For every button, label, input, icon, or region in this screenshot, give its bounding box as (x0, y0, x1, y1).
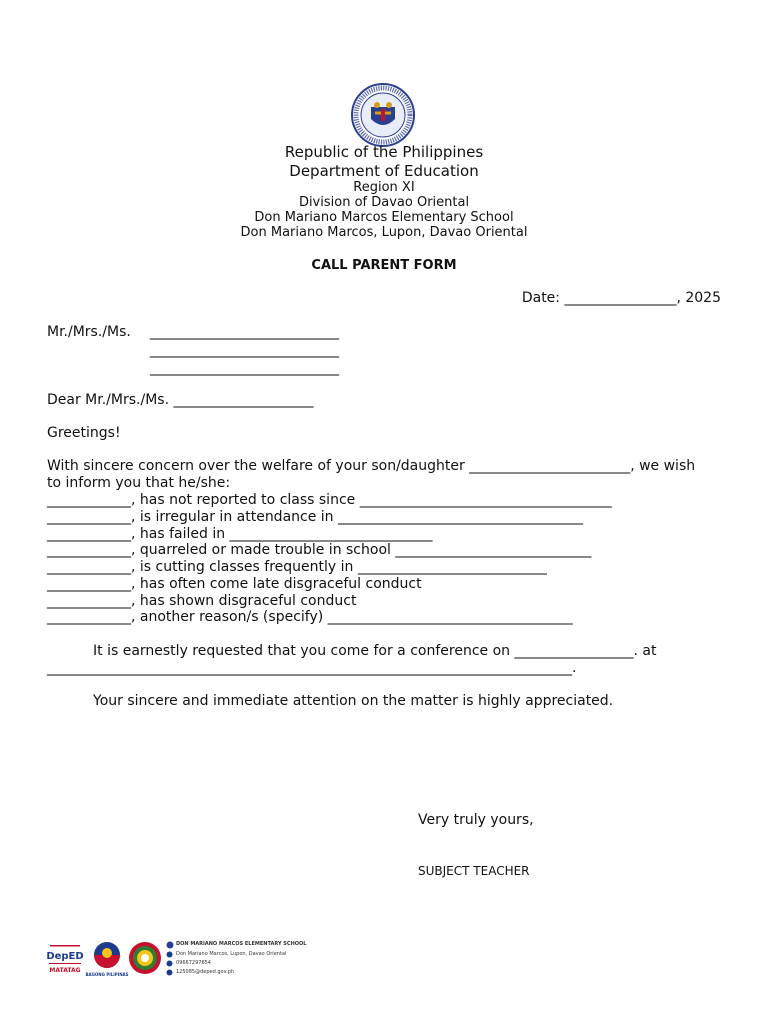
reason-line: ____________, another reason/s (specify) ___________________________________ (47, 609, 573, 625)
bagong-pilipinas-logo (85, 940, 129, 978)
deped-small-seal-icon (166, 941, 174, 949)
bagong-pilipinas-text: BAGONG PILIPINAS (85, 972, 129, 977)
footer-phone: 09667297654 (176, 960, 211, 966)
footer-logos (46, 940, 307, 978)
intro-line: With sincere concern over the welfare of your son/daughter _______________________, we wish (47, 458, 696, 474)
conference-line: It is earnestly requested that you come for a conference on _________________. at (93, 643, 657, 659)
addressee-line[interactable]: ___________________________ (150, 324, 339, 340)
reason-line: ____________, has failed in _____________________________ (47, 526, 433, 542)
header-address: Don Mariano Marcos, Lupon, Davao Oriental (240, 225, 528, 240)
reason-line: ____________, quarreled or made trouble in school ____________________________ (47, 542, 592, 558)
date-field[interactable]: Date: ________________, 2025 (521, 290, 721, 306)
greeting: Greetings! (47, 425, 121, 441)
header-republic: Republic of the Philippines (284, 143, 484, 161)
signatory-title: SUBJECT TEACHER (418, 864, 530, 878)
deped-logo-text: DepED (46, 951, 84, 962)
footer-school-name: DON MARIANO MARCOS ELEMENTARY SCHOOL (176, 941, 307, 947)
matatag-text: MATATAG (49, 967, 81, 974)
header-division: Division of Davao Oriental (298, 195, 470, 210)
footer-email: 125085@deped.gov.ph (176, 969, 235, 975)
deped-seal-logo (351, 83, 415, 147)
school-seal-logo (128, 941, 162, 975)
reason-line: ____________, has shown disgraceful conduct (47, 593, 357, 609)
form-title: CALL PARENT FORM (311, 258, 457, 273)
deped-matatag-logo (46, 942, 84, 976)
reason-line: ____________, has not reported to class since ____________________________________ (47, 492, 612, 508)
salutation: Dear Mr./Mrs./Ms. ____________________ (47, 392, 314, 408)
reason-line: ____________, is irregular in attendance in ___________________________________ (47, 509, 583, 525)
addressee-line[interactable]: ___________________________ (150, 360, 339, 376)
location-icon (166, 951, 173, 958)
header-region: Region XI (353, 180, 415, 195)
header-school: Don Mariano Marcos Elementary School (254, 210, 514, 225)
reason-line: ____________, is cutting classes frequently in ___________________________ (47, 559, 547, 575)
conference-line: ___________________________________________________________________________. (47, 660, 577, 676)
closing-paragraph: Your sincere and immediate attention on the matter is highly appreciated. (93, 693, 614, 709)
email-icon (166, 969, 173, 976)
phone-icon (166, 960, 173, 967)
addressee-line[interactable]: ___________________________ (150, 342, 339, 358)
addressee-label: Mr./Mrs./Ms. (47, 324, 131, 340)
reason-line: ____________, has often come late disgraceful conduct (47, 576, 422, 592)
intro-line: to inform you that he/she: (47, 475, 231, 491)
footer-address: Don Mariano Marcos, Lupon, Davao Oriental (176, 951, 287, 957)
closing-valediction: Very truly yours, (418, 812, 534, 828)
header-department: Department of Education (289, 162, 479, 180)
